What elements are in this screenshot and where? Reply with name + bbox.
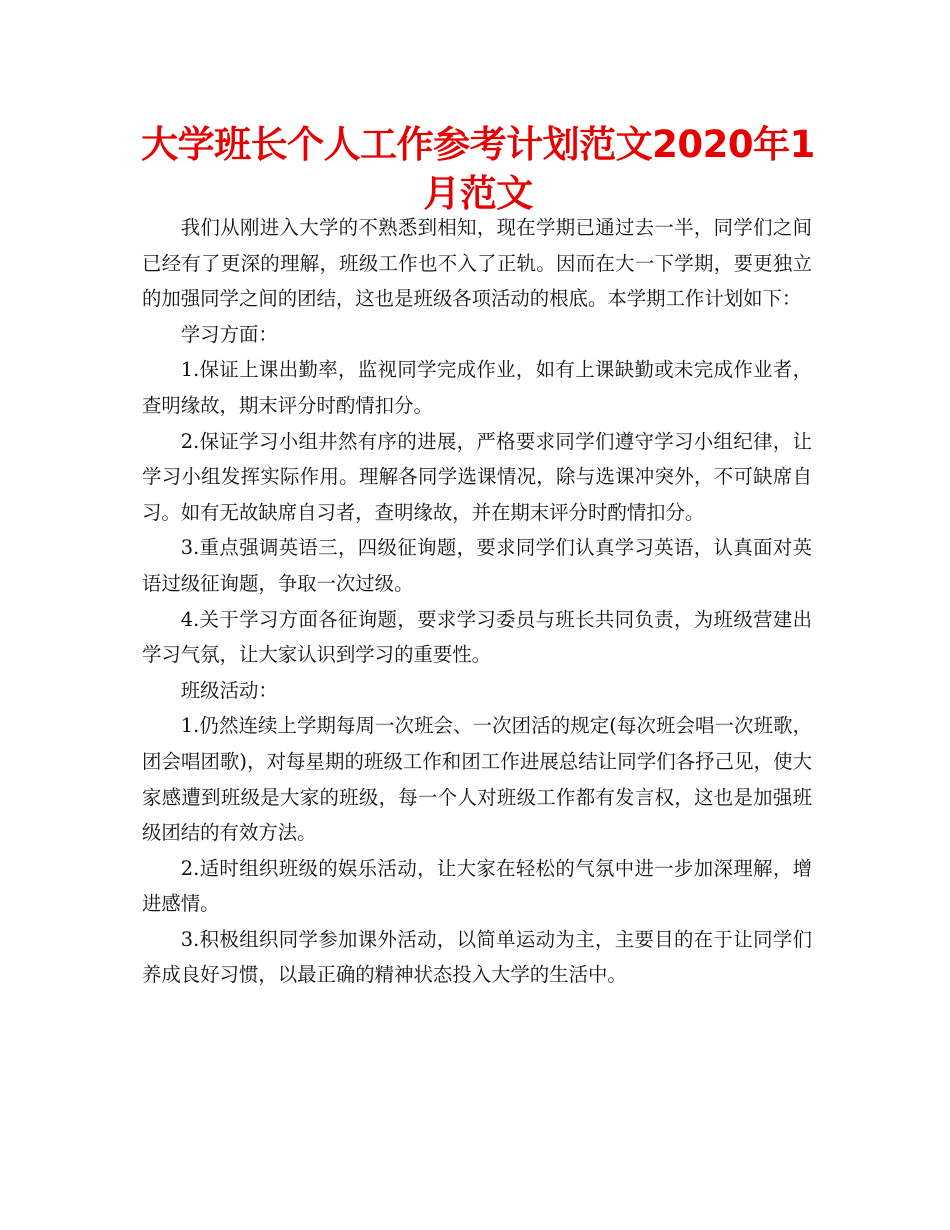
section-heading-class-activities: 班级活动： [180,678,278,702]
activity-item-1: 1.仍然连续上学期每周一次班会、一次团活的规定(每次班会唱一次班歌，团会唱团歌)，对每星期的班级工作和团工作进展总结让同学们各抒己见，使大家感遭到班级是大家的班级，每一个人对班级工作都有发言权，这也是加强班级团结的有效方法。 [142,714,812,845]
section-heading-study: 学习方面： [180,322,278,346]
document-title: 大学班长个人工作参考计划范文2020年1月范文 [141,123,815,215]
study-item-2: 2.保证学习小组井然有序的进展，严格要求同学们遵守学习小组纪律，让学习小组发挥实际作用。理解各同学选课情况，除与选课冲突外，不可缺席自习。如有无故缺席自习者，查明缘故，并在期末评分时酌情扣分。 [142,429,812,524]
activity-item-2: 2.适时组织班级的娱乐活动，让大家在轻松的气氛中进一步加深理解，增进感情。 [142,856,812,916]
intro-paragraph: 我们从刚进入大学的不熟悉到相知，现在学期已通过去一半，同学们之间已经有了更深的理解，班级工作也不入了正轨。因而在大一下学期，要更独立的加强同学之间的团结，这也是班级各项活动的根底。本学期工作计划如下： [142,216,812,311]
study-item-4: 4.关于学习方面各征询题，要求学习委员与班长共同负责，为班级营建出学习气氛，让大家认识到学习的重要性。 [142,607,812,667]
study-item-1: 1.保证上课出勤率，监视同学完成作业，如有上课缺勤或未完成作业者，查明缘故，期末评分时酌情扣分。 [142,358,812,417]
activity-item-3: 3.积极组织同学参加课外活动，以简单运动为主，主要目的在于让同学们养成良好习惯，以最正确的精神状态投入大学的生活中。 [142,927,812,987]
study-item-3: 3.重点强调英语三，四级征询题，要求同学们认真学习英语，认真面对英语过级征询题，争取一次过级。 [142,536,812,595]
document-body [142,210,812,993]
